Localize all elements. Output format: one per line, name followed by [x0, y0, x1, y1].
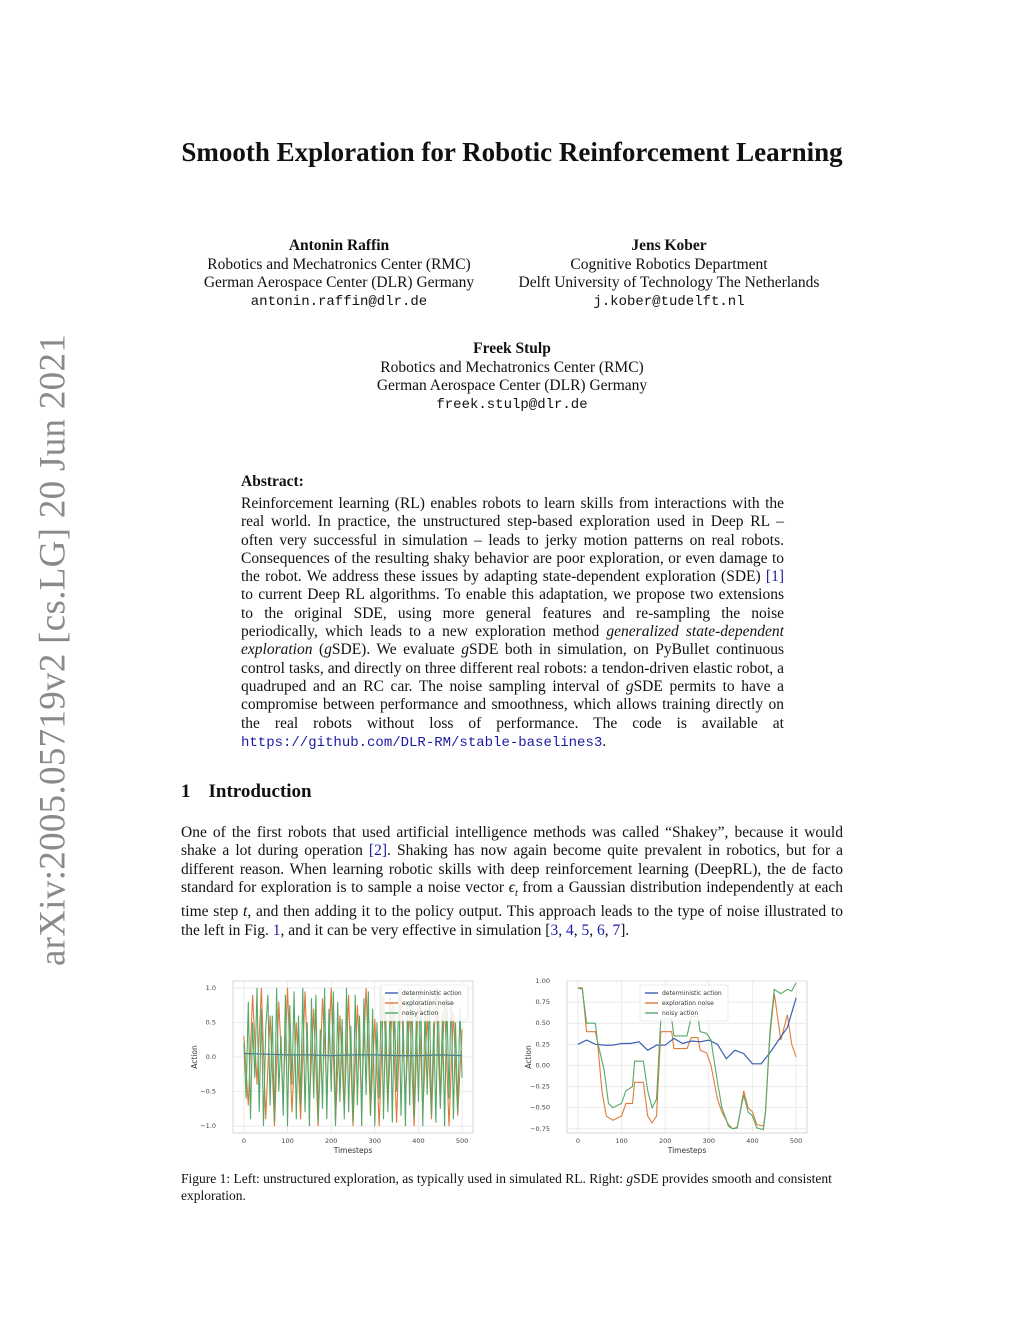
x-tick-label: 400 [412, 1137, 425, 1145]
x-tick-label: 500 [789, 1137, 803, 1145]
y-tick-label: 1.0 [205, 983, 216, 992]
author-name: Antonin Raffin [288, 237, 390, 254]
x-tick-label: 400 [746, 1137, 759, 1145]
y-tick-label: −0.5 [200, 1087, 216, 1096]
arxiv-identifier: arXiv:2005.05719v2 [cs.LG] 20 Jun 2021 [32, 333, 74, 967]
author-email[interactable]: antonin.raffin@dlr.de [250, 293, 428, 310]
section-heading: 1 Introduction [181, 781, 312, 802]
legend-label: exploration noise [402, 1000, 454, 1008]
y-tick-label: 0.50 [535, 1019, 550, 1028]
y-tick-label: 0.5 [205, 1018, 216, 1027]
author-block-3 [312, 340, 712, 414]
author-email[interactable]: freek.stulp@dlr.de [436, 396, 588, 413]
y-tick-label: −0.50 [530, 1103, 550, 1112]
x-tick-label: 0 [575, 1137, 580, 1145]
author-affiliation: Delft University of Technology The Netherlands [518, 274, 820, 291]
x-tick-label: 100 [615, 1137, 628, 1145]
x-tick-label: 500 [455, 1137, 469, 1145]
author-email[interactable]: j.kober@tudelft.nl [593, 293, 745, 310]
chart-legend [640, 985, 728, 1021]
code-url-link[interactable]: https://github.com/DLR-RM/stable-baselines3 [241, 734, 603, 751]
figure-ref-link[interactable]: 1 [272, 921, 281, 939]
author-block-2 [500, 237, 838, 311]
x-tick-label: 200 [324, 1137, 338, 1145]
author-name: Jens Kober [631, 237, 707, 254]
x-axis-label: Timesteps [667, 1146, 707, 1155]
paper-title: Smooth Exploration for Robotic Reinforcement Learning [181, 137, 843, 167]
x-axis-label: Timesteps [333, 1146, 373, 1155]
author-affiliation: German Aerospace Center (DLR) Germany [376, 377, 648, 394]
x-tick-label: 100 [281, 1137, 294, 1145]
citation-link[interactable]: [2] [368, 842, 387, 860]
y-axis-label: Action [190, 1045, 199, 1069]
chart-legend [380, 985, 468, 1021]
legend-label: deterministic action [662, 990, 722, 998]
author-affiliation: German Aerospace Center (DLR) Germany [203, 274, 475, 291]
abstract-text: Reinforcement learning (RL) enables robots to learn skills from interactions with the real world. In practice, the unstructured step-based exploration used in Deep RL – often very successful in simulation – leads to jerky motion patterns on real robots. Consequences of the resulting shaky behavior are poor exploration, or even damage to the robot. We address these issues by adapting state-dependent exploration (SDE) [1] to current Deep RL algorithms. To enable this adaptation, we propose two extensions to the original SDE, using more general features and re-sampling the noise periodically, which leads to a new exploration method generalized state-dependent exploration (gSDE). We evaluate gSDE both in simulation, on PyBullet continuous control tasks, and directly on three different real robots: a tendon-driven elastic robot, a quadruped and an RC car. The noise sampling interval of gSDE permits to have a compromise between performance and smoothness, which allows training directly on the real robots without loss of performance. The code is available at https://github.com/DLR-RM/stable-baselines3. [241, 495, 784, 751]
citation-link[interactable]: 7 [612, 921, 621, 939]
y-tick-label: 1.00 [535, 977, 550, 985]
legend-label: noisy action [662, 1010, 699, 1018]
citation-link[interactable]: 4 [565, 921, 574, 939]
citation-link[interactable]: 3 [550, 921, 559, 939]
figure-right-chart [522, 975, 822, 1165]
legend-label: exploration noise [662, 1000, 714, 1008]
y-tick-label: 0.0 [205, 1053, 216, 1061]
y-tick-label: 0.75 [535, 998, 550, 1007]
figure-caption: Figure 1: Left: unstructured exploration, as typically used in simulated RL. Right: gSDE provides smooth and consistent exploration. [181, 1171, 832, 1203]
y-tick-label: −0.25 [530, 1082, 550, 1091]
figure-left-chart [188, 975, 488, 1165]
intro-paragraph: One of the first robots that used artificial intelligence methods was called “Shakey”, because it would shake a lot during operation [2]. Shaking has now again become quite prevalent in robotics, but for a different reason. When learning robotic skills with deep reinforcement learning (DeepRL), the de facto standard for exploration is to sample a noise vector $\epsilon_t$ from a Gaussian distribution independently at each time step t, and then adding it to the policy output. This approach leads to the type of noise illustrated to the left in Fig. 1, and it can be very effective in simulation [3, 4, 5, 6, 7]. [181, 824, 843, 939]
abstract-heading: Abstract: [241, 473, 304, 490]
author-affiliation: Cognitive Robotics Department [570, 255, 768, 273]
legend-label: deterministic action [402, 990, 462, 998]
citation-link[interactable]: 5 [581, 921, 590, 939]
x-tick-label: 0 [241, 1137, 246, 1145]
citation-link[interactable]: 6 [596, 921, 605, 939]
x-tick-label: 200 [658, 1137, 672, 1145]
author-affiliation: Robotics and Mechatronics Center (RMC) [207, 255, 471, 273]
legend-label: noisy action [402, 1010, 439, 1018]
author-block-1 [185, 237, 493, 311]
author-affiliation: Robotics and Mechatronics Center (RMC) [380, 358, 644, 376]
author-name: Freek Stulp [473, 340, 551, 357]
y-tick-label: −0.75 [530, 1124, 550, 1133]
citation-link[interactable]: [1] [765, 568, 784, 586]
x-tick-label: 300 [368, 1137, 382, 1145]
y-tick-label: 0.25 [535, 1040, 550, 1049]
x-tick-label: 300 [702, 1137, 716, 1145]
y-tick-label: 0.00 [535, 1061, 550, 1070]
y-axis-label: Action [524, 1045, 533, 1069]
y-tick-label: −1.0 [200, 1122, 216, 1131]
